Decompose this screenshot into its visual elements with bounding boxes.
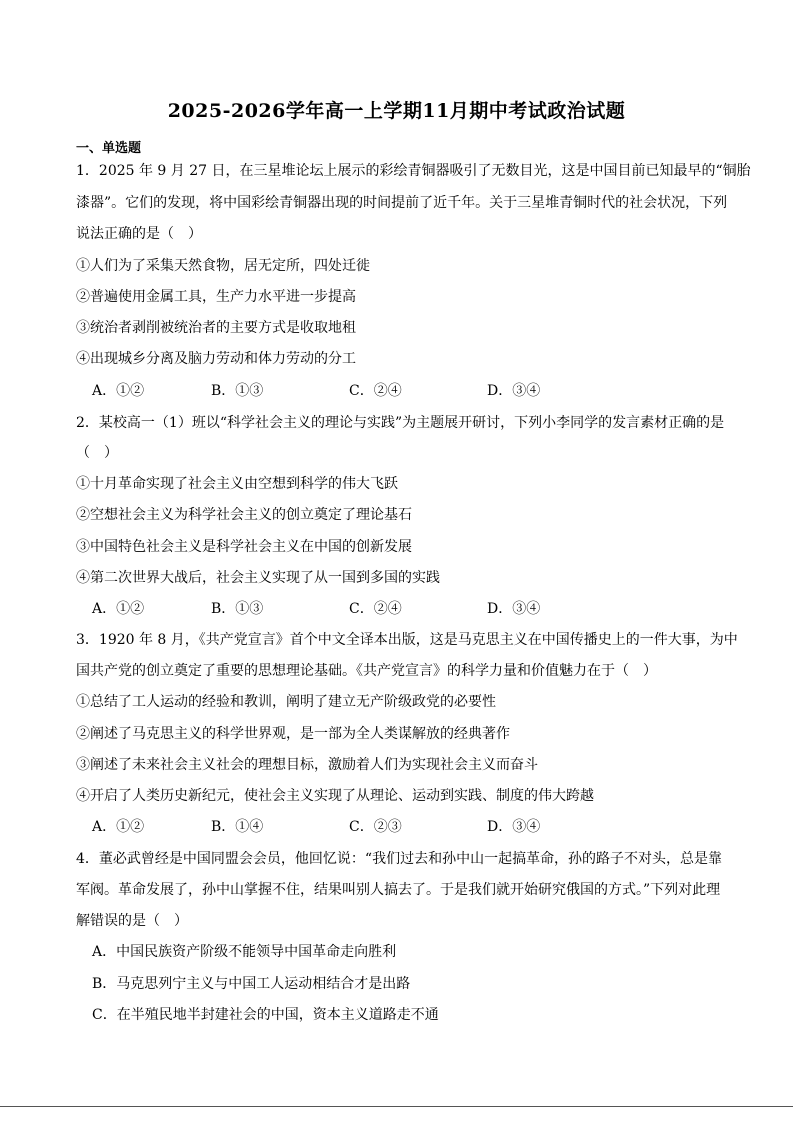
page-bottom-divider [0, 1106, 793, 1107]
q1-option-d[interactable]: D．③④ [487, 383, 541, 399]
q3-option-a[interactable]: A．①② [92, 819, 145, 835]
q3-option-c[interactable]: C．②③ [349, 819, 402, 835]
q3-option-d[interactable]: D．③④ [487, 819, 541, 835]
q2-option-c[interactable]: C．②④ [349, 601, 402, 617]
q2-option-a[interactable]: A．①② [92, 601, 145, 617]
q1-option-b[interactable]: B．①③ [211, 383, 264, 399]
q3-option-b[interactable]: B．①④ [211, 819, 264, 835]
q1-stem-line-2: 漆器”。它们的发现，将中国彩绘青铜器出现的时间提前了近千年。关于三星堆青铜时代的社会状况，下列 [76, 195, 728, 211]
q2-option-b[interactable]: B．①③ [211, 601, 264, 617]
q3-item-3: ③阐述了未来社会主义社会的理想目标，激励着人们为实现社会主义而奋斗 [76, 757, 538, 773]
q4-option-a[interactable]: A．中国民族资产阶级不能领导中国革命走向胜利 [92, 944, 397, 960]
section-heading: 一、单选题 [76, 141, 142, 156]
q2-stem-line-2: （ ） [76, 445, 118, 461]
q4-stem-line-1: 4．董必武曾经是中国同盟会会员，他回忆说：“我们过去和孙中山一起搞革命，孙的路子不对头，总是靠 [76, 851, 723, 867]
q2-option-d[interactable]: D．③④ [487, 601, 541, 617]
q1-item-1: ①人们为了采集天然食物，居无定所，四处迁徙 [76, 258, 370, 274]
q2-item-4: ④第二次世界大战后，社会主义实现了从一国到多国的实践 [76, 570, 440, 586]
q3-item-4: ④开启了人类历史新纪元，使社会主义实现了从理论、运动到实践、制度的伟大跨越 [76, 788, 594, 804]
q2-item-3: ③中国特色社会主义是科学社会主义在中国的创新发展 [76, 539, 412, 555]
q1-stem-line-3: 说法正确的是（ ） [76, 226, 202, 242]
q4-option-b[interactable]: B．马克思列宁主义与中国工人运动相结合才是出路 [92, 976, 411, 992]
q1-item-2: ②普遍使用金属工具，生产力水平进一步提高 [76, 289, 356, 305]
page-title: 2025-2026学年高一上学期11月期中考试政治试题 [167, 100, 626, 122]
q1-item-4: ④出现城乡分离及脑力劳动和体力劳动的分工 [76, 351, 356, 367]
q3-item-1: ①总结了工人运动的经验和教训，阐明了建立无产阶级政党的必要性 [76, 694, 496, 710]
q2-item-1: ①十月革命实现了社会主义由空想到科学的伟大飞跃 [76, 476, 398, 492]
q1-option-a[interactable]: A．①② [92, 383, 145, 399]
q4-stem-line-2: 军阀。革命发展了，孙中山掌握不住，结果叫别人搞去了。于是我们就开始研究俄国的方式。”下列对此理 [76, 882, 721, 898]
q3-item-2: ②阐述了马克思主义的科学世界观，是一部为全人类谋解放的经典著作 [76, 726, 510, 742]
q3-stem-line-2: 国共产党的创立奠定了重要的思想理论基础。《共产党宣言》的科学力量和价值魅力在于（ ） [76, 663, 657, 679]
q1-option-c[interactable]: C．②④ [349, 383, 402, 399]
q4-stem-line-3: 解错误的是（ ） [76, 913, 188, 929]
q2-stem-line-1: 2．某校高一（1）班以“科学社会主义的理论与实践”为主题展开研讨，下列小李同学的发言素材正确的是 [76, 415, 725, 431]
q1-item-3: ③统治者剥削被统治者的主要方式是收取地租 [76, 320, 356, 336]
q4-option-c[interactable]: C．在半殖民地半封建社会的中国，资本主义道路走不通 [92, 1007, 439, 1023]
q3-stem-line-1: 3．1920 年 8 月，《共产党宣言》首个中文全译本出版，这是马克思主义在中国传播史上的一件大事，为中 [76, 632, 738, 648]
q1-stem-line-1: 1．2025 年 9 月 27 日，在三星堆论坛上展示的彩绘青铜器吸引了无数目光，这是中国目前已知最早的“铜胎 [76, 163, 751, 179]
q2-item-2: ②空想社会主义为科学社会主义的创立奠定了理论基石 [76, 507, 412, 523]
